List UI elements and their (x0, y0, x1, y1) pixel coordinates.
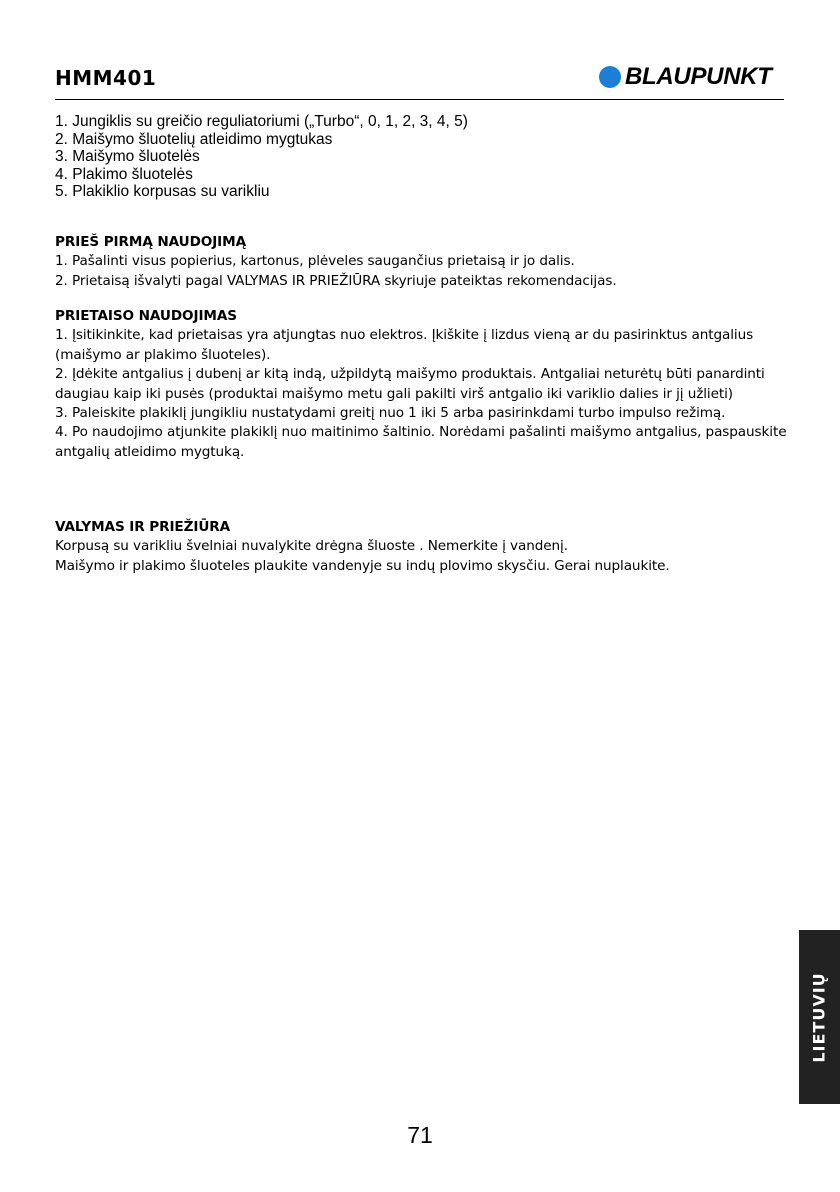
section-paragraph: Korpusą su varikliu švelniai nuvalykite drėgna šluoste . Nemerkite į vandenį. (55, 538, 568, 555)
parts-list-item: 5. Plakiklio korpusas su varikliu (55, 183, 270, 201)
section-cleaning (55, 518, 790, 576)
parts-list-item: 2. Maišymo šluotelių atleidimo mygtukas (55, 130, 333, 148)
parts-list-item: 3. Maišymo šluotelės (55, 148, 200, 166)
page-number: 71 (407, 1122, 433, 1148)
section-paragraph: 2. Prietaisą išvalyti pagal VALYMAS IR PRIEŽIŪRA skyriuje pateiktas rekomendacijas. (55, 272, 617, 289)
section-title: PRIETAISO NAUDOJIMAS (55, 308, 237, 324)
parts-list-item: 4. Plakimo šluotelės (55, 165, 193, 183)
section-title: PRIEŠ PIRMĄ NAUDOJIMĄ (55, 234, 246, 250)
brand-logo (599, 64, 772, 90)
language-tab-label: LIETUVIŲ (810, 971, 829, 1063)
section-paragraph: 3. Paleiskite plakiklį jungikliu nustatydami greitį nuo 1 iki 5 arba pasirinkdami turbo impulso režimą. (55, 405, 726, 422)
model-title: HMM401 (55, 66, 157, 90)
brand-dot-icon (599, 66, 621, 88)
section-title: VALYMAS IR PRIEŽIŪRA (55, 519, 231, 535)
brand-name: BLAUPUNKT (625, 63, 772, 90)
language-tab (799, 930, 840, 1104)
section-before-first-use (55, 233, 790, 291)
parts-list-item: 1. Jungiklis su greičio reguliatoriumi („Turbo“, 0, 1, 2, 3, 4, 5) (55, 113, 468, 130)
parts-list (55, 113, 468, 201)
section-paragraph: 1. Pašalinti visus popierius, kartonus, plėveles saugančius prietaisą ir jo dalis. (55, 253, 575, 270)
section-paragraph: 2. Įdėkite antgalius į dubenį ar kitą indą, užpildytą maišymo produktais. Antgaliai neturėtų būti panardinti daugiau kaip iki pusės (produktai maišymo metu gali pakilti virš antgalio iki variklio dalies ir jį užlieti) (55, 366, 765, 402)
section-paragraph: 4. Po naudojimo atjunkite plakiklį nuo maitinimo šaltinio. Norėdami pašalinti maišymo antgalius, paspauskite antgalių atleidimo mygtuką. (55, 424, 787, 460)
section-usage (55, 307, 790, 462)
section-paragraph: Maišymo ir plakimo šluoteles plaukite vandenyje su indų plovimo skysčiu. Gerai nuplaukite. (55, 557, 670, 574)
section-paragraph: 1. Įsitikinkite, kad prietaisas yra atjungtas nuo elektros. Įkiškite į lizdus vieną ar du pasirinktus antgalius (maišymo ar plakimo šluoteles). (55, 327, 754, 363)
header-divider (55, 99, 784, 100)
